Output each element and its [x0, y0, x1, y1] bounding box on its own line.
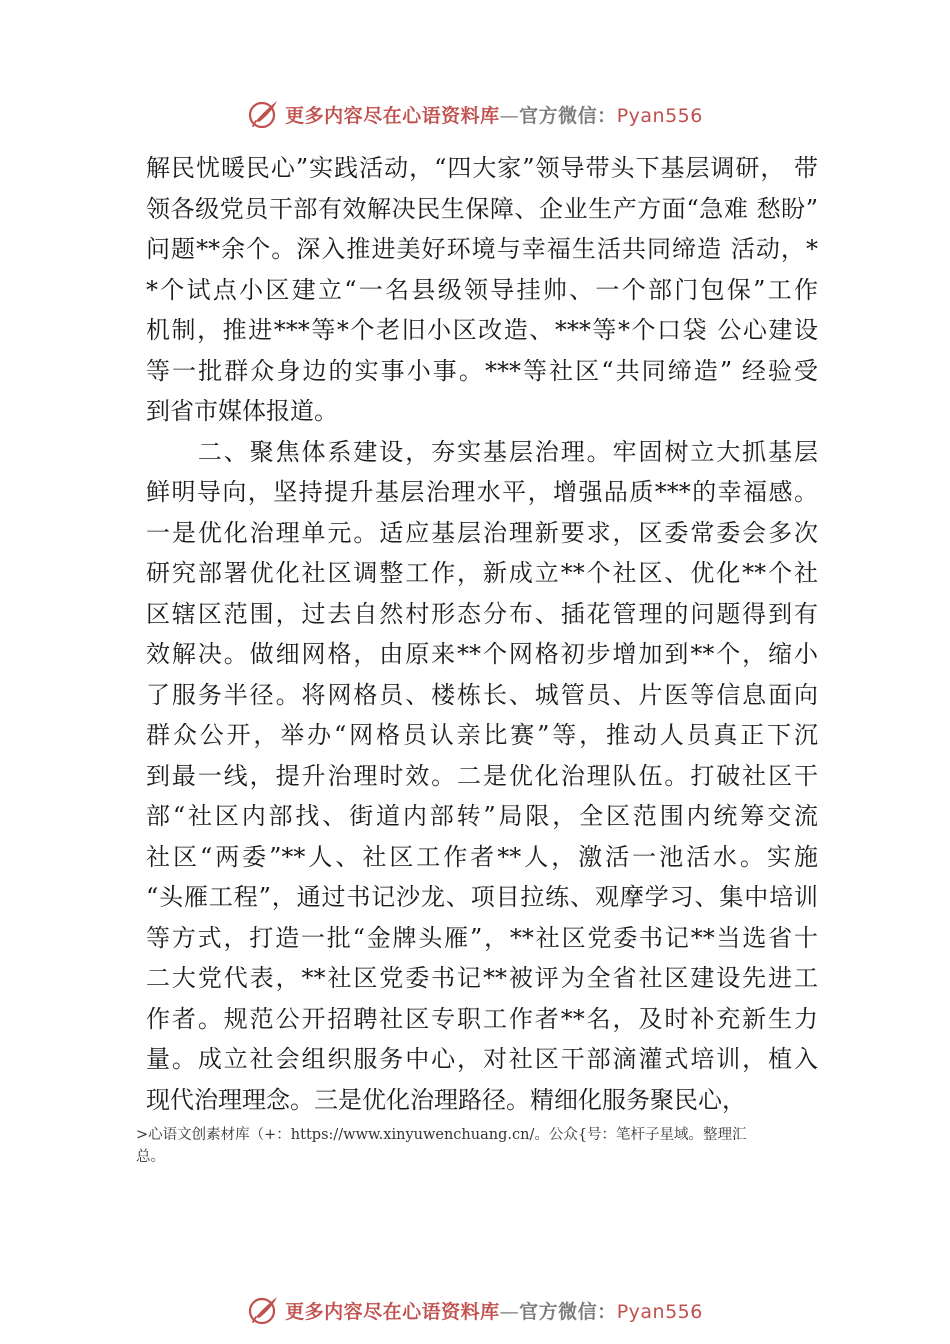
header-banner — [0, 94, 950, 134]
document-body — [146, 148, 818, 1120]
banner-name: 更多内容尽在心语资料库 — [285, 104, 500, 127]
banner-official-label: 官方微信： — [519, 104, 617, 127]
body-line: 等方式，打造一批“金牌头雁”，**社区党委书记**当选省十 — [146, 923, 818, 952]
body-line: 现代治理理念。三是优化治理路径。精细化服务聚民心， — [146, 1085, 746, 1114]
body-line: 区辖区范围，过去自然村形态分布、插花管理的问题得到有 — [146, 599, 818, 628]
body-line: 研究部署优化社区调整工作，新成立**个社区、优化**个社 — [146, 559, 818, 587]
body-line: 领各级党员干部有效解决民生保障、企业生产方面“急难 愁盼” — [146, 194, 818, 223]
body-line: 机制，推进***等*个老旧小区改造、***等*个口袋 公心建设 — [146, 316, 818, 344]
footer-banner-text — [285, 1297, 703, 1324]
banner-dash: — — [499, 1300, 520, 1323]
body-line: 解民忧暖民心”实践活动，“四大家”领导带头下基层调研， 带 — [146, 154, 818, 182]
body-line: 量。成立社会组织服务中心，对社区干部滴灌式培训，植入 — [146, 1045, 818, 1073]
banner-dash: — — [499, 104, 520, 127]
banner-official-label: 官方微信： — [519, 1300, 617, 1323]
quill-pen-logo-icon — [247, 97, 281, 131]
footnote — [136, 1124, 820, 1168]
banner-wechat-handle: Pyan556 — [616, 1300, 703, 1323]
body-line: 了服务半径。将网格员、楼栋长、城管员、片医等信息面向 — [146, 680, 818, 709]
body-line: 等一批群众身边的实事小事。***等社区“共同缔造” 经验受 — [146, 356, 818, 385]
body-line: 社区“两委”**人、社区工作者**人，激活一池活水。实施 — [146, 842, 818, 871]
body-line: 部“社区内部找、街道内部转”局限，全区范围内统筹交流 — [146, 802, 818, 830]
body-line: 二大党代表，**社区党委书记**被评为全省社区建设先进工 — [146, 964, 818, 992]
body-line: 到省市媒体报道。 — [146, 397, 338, 425]
footnote-line: >心语文创素材库（+：https://www.xinyuwenchuang.cn/。公众{号：笔杆子星域。整理汇 — [136, 1127, 747, 1143]
header-banner-text — [285, 101, 703, 128]
body-line: 群众公开，举办“网格员认亲比赛”等，推动人员真正下沉 — [146, 721, 818, 749]
banner-wechat-handle: Pyan556 — [616, 104, 703, 127]
body-line: *个试点小区建立“一名县级领导挂帅、一个部门包保”工作 — [146, 275, 818, 304]
footer-banner — [0, 1290, 950, 1330]
body-line: 效解决。做细网格，由原来**个网格初步增加到**个，缩小 — [146, 640, 818, 668]
quill-pen-logo-icon — [247, 1293, 281, 1327]
body-line: 一是优化治理单元。适应基层治理新要求，区委常委会多次 — [146, 518, 818, 547]
footnote-line: 总。 — [136, 1149, 165, 1165]
body-line: “头雁工程”，通过书记沙龙、项目拉练、观摩学习、集中培训 — [146, 883, 818, 911]
banner-name: 更多内容尽在心语资料库 — [285, 1300, 500, 1323]
body-line: 到最一线，提升治理时效。二是优化治理队伍。打破社区干 — [146, 761, 818, 790]
body-line: 二、聚焦体系建设，夯实基层治理。牢固树立大抓基层 — [146, 437, 818, 466]
body-line: 问题**余个。深入推进美好环境与幸福生活共同缔造 活动，* — [146, 235, 818, 263]
body-line: 鲜明导向，坚持提升基层治理水平，增强品质***的幸福感。 — [146, 478, 818, 506]
body-line: 作者。规范公开招聘社区专职工作者**名，及时补充新生力 — [146, 1004, 818, 1033]
